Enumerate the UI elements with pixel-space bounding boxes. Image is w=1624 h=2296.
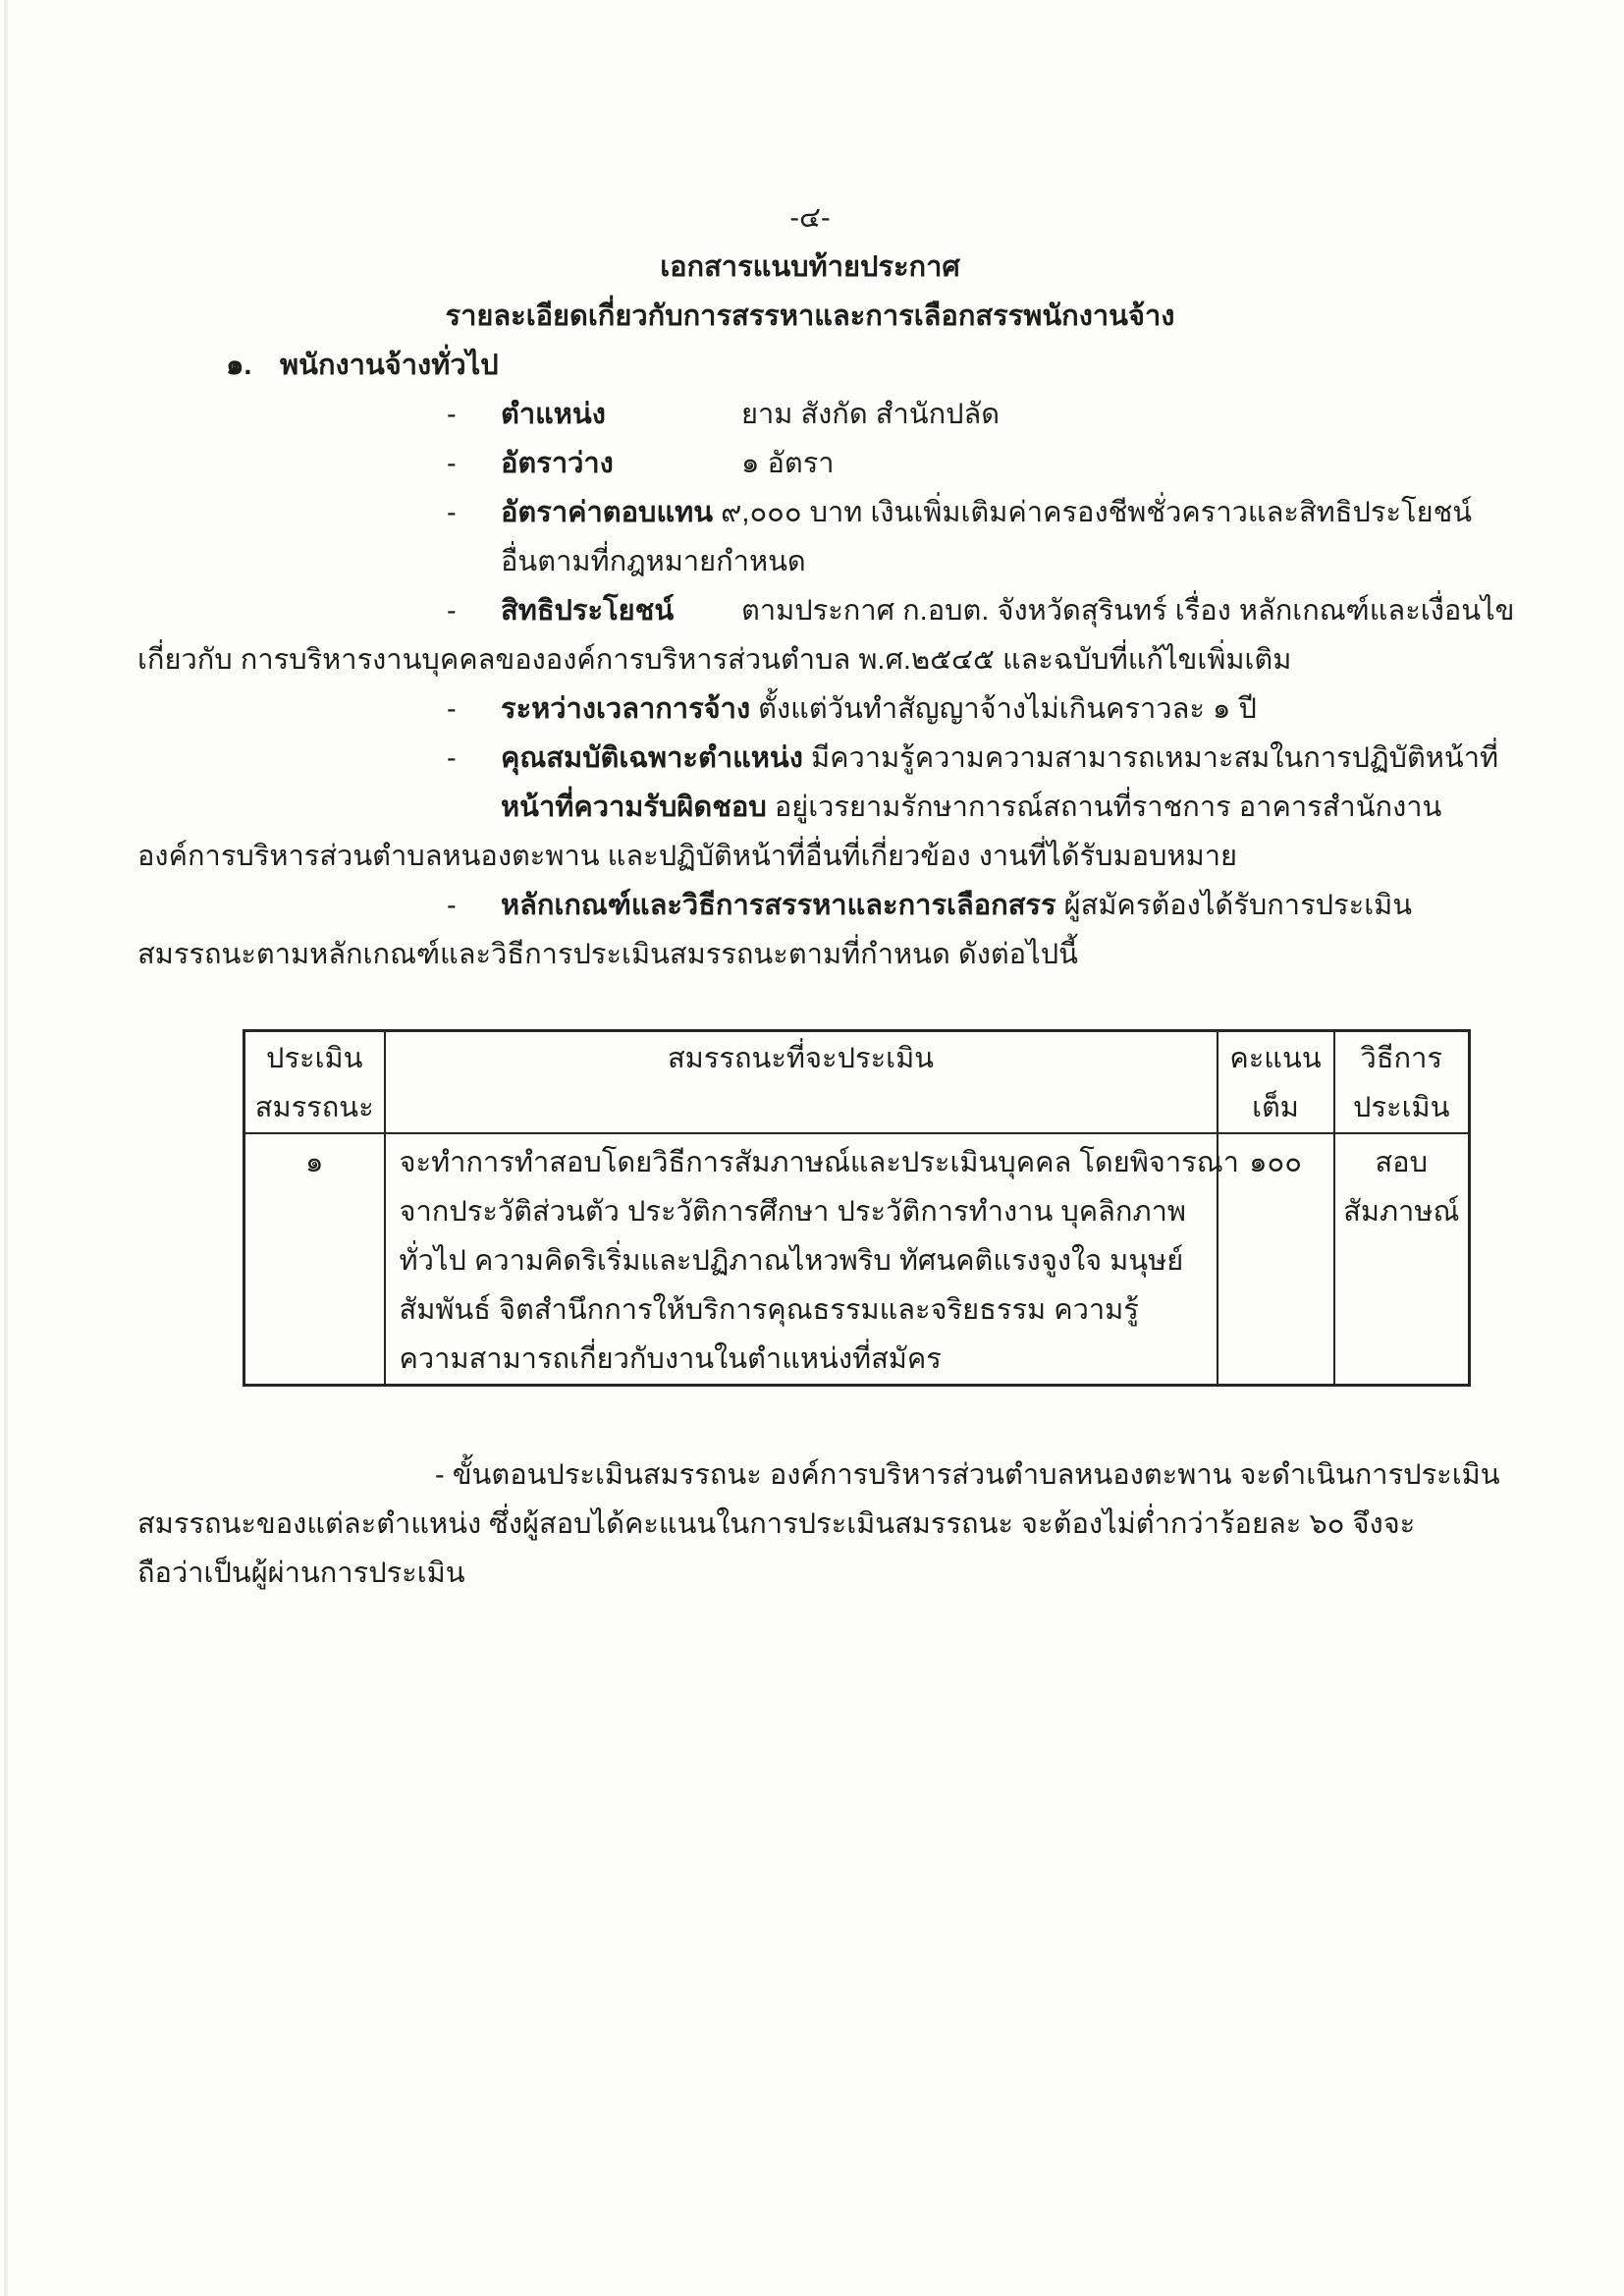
assessment-table-body (244, 1133, 1470, 1386)
cell-method (1334, 1133, 1470, 1386)
list-dash: - (447, 742, 457, 774)
responsibility-line (137, 783, 1483, 832)
header-cell-competency-no (244, 1031, 385, 1134)
table-row (244, 1133, 1470, 1386)
list-dash: - (447, 399, 457, 430)
list-item-benefits (137, 586, 1515, 635)
header-line: วิธีการ (1360, 1043, 1442, 1074)
duration-label: ระหว่างเวลาการจ้าง (501, 693, 751, 725)
footer-line: ถือว่าเป็นผู้ผ่านการประเมิน (137, 1558, 465, 1589)
header-line: สมรรถนะ (254, 1092, 374, 1123)
header-line: เต็ม (1252, 1092, 1299, 1123)
doc-title: เอกสารแนบท้ายประกาศ (660, 251, 960, 283)
criteria-text-line: จากประวัติส่วนตัว ประวัติการศึกษา ประวัติการทำงาน บุคลิกภาพ (399, 1196, 1186, 1228)
header-line: ประเมิน (266, 1043, 363, 1074)
criteria-continuation: สมรรถนะตามหลักเกณฑ์และวิธีการประเมินสมรรถนะตามที่กำหนด ดังต่อไปนี้ (137, 939, 1078, 970)
list-item-salary (137, 488, 1483, 537)
assessment-table (243, 1029, 1471, 1387)
section-title: พนักงานจ้างทั่วไป (280, 350, 499, 381)
qualification-label: คุณสมบัติเฉพาะตำแหน่ง (501, 742, 803, 774)
criteria-text-line: ความสามารถเกี่ยวกับงานในตำแหน่งที่สมัคร (399, 1343, 942, 1375)
vacancy-value: ๑ อัตรา (741, 448, 835, 479)
method-line: สัมภาษณ์ (1343, 1196, 1460, 1228)
list-item-qualification (137, 734, 1499, 783)
criteria-text-line: สัมพันธ์ จิตสำนึกการให้บริการคุณธรรมและจริยธรรม ความรู้ (399, 1294, 1139, 1326)
vacancy-label: อัตราว่าง (501, 448, 614, 479)
benefits-value: ตามประกาศ ก.อบต. จังหวัดสุรินทร์ เรื่อง หลักเกณฑ์และเงื่อนไข (741, 595, 1515, 627)
responsibility-value: อยู่เวรยามรักษาการณ์สถานที่ราชการ อาคารสำนักงาน (774, 792, 1442, 823)
criteria-text-line: ทั่วไป ความคิดริเริ่มและปฏิภาณไหวพริบ ทัศนคติแรงจูงใจ มนุษย์ (399, 1245, 1184, 1277)
list-dash: - (447, 448, 457, 479)
salary-label: อัตราค่าตอบแทน (501, 497, 714, 528)
responsibility-continuation: องค์การบริหารส่วนตำบลหนองตะพาน และปฏิบัติหน้าที่อื่นที่เกี่ยวข้อง งานที่ได้รับมอบหมาย (137, 841, 1237, 872)
criteria-label: หลักเกณฑ์และวิธีการสรรหาและการเลือกสรร (501, 890, 1056, 921)
list-dash: - (447, 890, 457, 921)
duration-value: ตั้งแต่วันทำสัญญาจ้างไม่เกินคราวละ ๑ ปี (758, 693, 1257, 725)
salary-value: ๙,๐๐๐ บาท เงินเพิ่มเติมค่าครองชีพชั่วคราวและสิทธิประโยชน์ (721, 497, 1473, 528)
header-cell-criteria (385, 1031, 1218, 1134)
cell-full-score: ๑๐๐ (1218, 1133, 1334, 1386)
list-item-criteria (137, 881, 1483, 930)
benefits-label: สิทธิประโยชน์ (501, 595, 675, 627)
method-line: สอบ (1375, 1147, 1429, 1178)
list-dash: - (447, 693, 457, 725)
footer-line: - ขั้นตอนประเมินสมรรถนะ องค์การบริหารส่วนตำบลหนองตะพาน จะดำเนินการประเมิน (435, 1459, 1500, 1491)
header-cell-method (1334, 1031, 1470, 1134)
qualification-value: มีความรู้ความความสามารถเหมาะสมในการปฏิบัติหน้าที่ (810, 742, 1499, 774)
cell-criteria-text (385, 1133, 1239, 1386)
section-heading (137, 341, 1483, 390)
list-item-duration (137, 684, 1483, 734)
cell-competency-no: ๑ (244, 1133, 385, 1386)
section-number: ๑. (226, 350, 252, 381)
criteria-value: ผู้สมัครต้องได้รับการประเมิน (1063, 890, 1413, 921)
criteria-text-line: จะทำการทำสอบโดยวิธีการสัมภาษณ์และประเมินบุคคล โดยพิจารณา (399, 1147, 1239, 1178)
footer-paragraph (137, 1450, 1500, 1598)
header-line: คะแนน (1229, 1043, 1322, 1074)
salary-continuation: อื่นตามที่กฎหมายกำหนด (501, 546, 806, 577)
position-label: ตำแหน่ง (501, 399, 606, 430)
header-line: สมรรถนะที่จะประเมิน (667, 1043, 935, 1074)
header-line: ประเมิน (1353, 1092, 1450, 1123)
list-dash: - (447, 595, 457, 627)
table-header-row (244, 1031, 1470, 1134)
benefits-continuation: เกี่ยวกับ การบริหารงานบุคคลขององค์การบริหารส่วนตำบล พ.ศ.๒๕๔๕ และฉบับที่แก้ไขเพิ่มเติม (137, 644, 1292, 676)
footer-line: สมรรถนะของแต่ละตำแหน่ง ซึ่งผู้สอบได้คะแนนในการประเมินสมรรถนะ จะต้องไม่ต่ำกว่าร้อยละ ๖๐ จึงจะ (137, 1508, 1416, 1540)
doc-subtitle: รายละเอียดเกี่ยวกับการสรรหาและการเลือกสรรพนักงานจ้าง (445, 301, 1175, 332)
list-dash: - (447, 497, 457, 528)
page-number: -๔- (789, 202, 831, 234)
list-item-vacancy (137, 439, 1483, 488)
assessment-table-header (244, 1031, 1470, 1134)
position-value: ยาม สังกัด สำนักปลัด (741, 399, 1001, 430)
list-item-position (137, 390, 1483, 439)
responsibility-label: หน้าที่ความรับผิดชอบ (501, 792, 767, 823)
header-cell-full-score (1218, 1031, 1334, 1134)
